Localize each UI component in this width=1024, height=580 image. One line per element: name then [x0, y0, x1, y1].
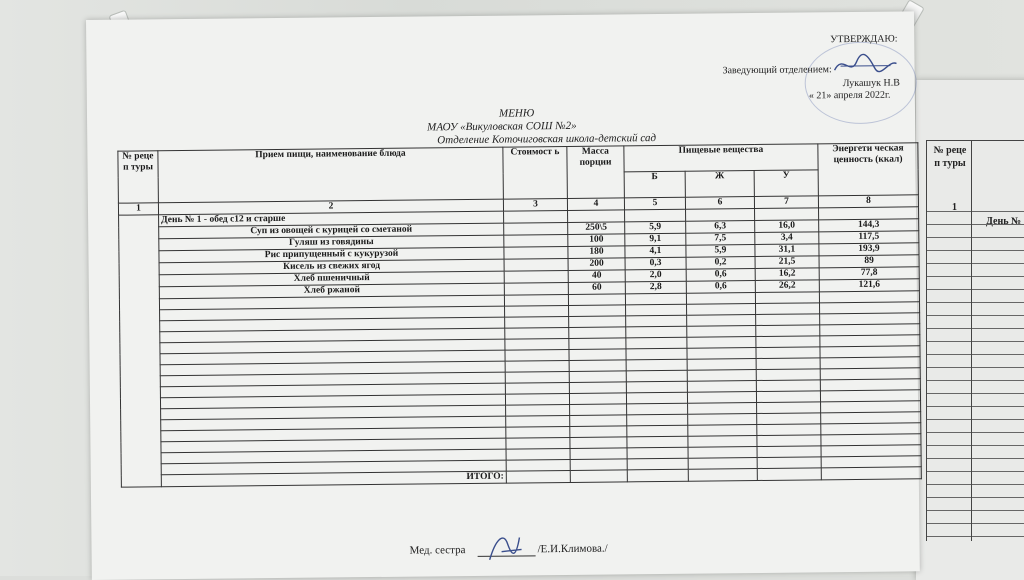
right-grid-line — [927, 419, 1024, 420]
right-grid-line — [927, 354, 1024, 355]
right-grid-line — [927, 536, 1024, 537]
approve-label: УТВЕРЖДАЮ: — [830, 33, 898, 46]
right-grid-line — [927, 445, 1024, 446]
school-name: МАОУ «Викуловская СОШ №2» — [427, 119, 577, 134]
header-b: Б — [624, 171, 685, 198]
right-grid-line — [927, 224, 1024, 225]
dish-name: Гуляш из говядины — [159, 235, 504, 251]
col-number: 6 — [685, 197, 754, 210]
header-recipe: № реце п туры — [118, 151, 159, 203]
right-grid-divider — [971, 141, 972, 541]
right-grid-line — [927, 341, 1024, 342]
dish-name: Хлеб ржаной — [159, 283, 504, 299]
dish-kcal: 144,3 — [819, 219, 919, 232]
dish-zh: 5,9 — [686, 245, 755, 258]
col-number: 7 — [754, 196, 818, 209]
day-label: День № 1 - обед с12 и старше — [159, 211, 504, 227]
right-partial-sheet — [916, 80, 1024, 580]
head-label: Заведующий отделением: — [722, 64, 832, 77]
right-grid-line — [927, 276, 1024, 277]
approve-date: « 21» апреля 2022г. — [808, 89, 891, 102]
dish-kcal: 117,5 — [819, 231, 919, 244]
right-grid-line — [927, 380, 1024, 381]
dish-b: 4,1 — [625, 245, 686, 258]
nurse-name: /Е.И.Климова./ — [537, 542, 608, 556]
right-day-label: День № — [986, 216, 1022, 227]
right-grid-line — [927, 289, 1024, 290]
dish-kcal: 89 — [819, 255, 919, 268]
dish-zh: 0,6 — [686, 269, 755, 282]
dish-mass: 100 — [568, 234, 625, 247]
head-name: Лукашук Н.В — [842, 77, 900, 90]
right-grid-line — [927, 484, 1024, 485]
nurse-signature — [481, 529, 531, 564]
dish-u: 31,1 — [755, 244, 819, 257]
dish-kcal: 77,8 — [819, 267, 919, 280]
right-recipe-header: № реце п туры — [933, 145, 967, 169]
right-table-grid — [926, 140, 1024, 541]
dish-mass: 40 — [568, 270, 625, 283]
right-grid-line — [927, 237, 1024, 238]
dish-b: 5,9 — [625, 221, 686, 234]
head-signature — [830, 49, 900, 78]
right-grid-line — [927, 211, 1024, 212]
menu-table — [117, 142, 922, 487]
header-nutrients: Пищевые вещества — [624, 144, 818, 172]
dish-mass: 180 — [568, 246, 625, 259]
branch-name: Отделение Коточиговская школа-детский сад — [437, 132, 657, 147]
dish-zh: 0,2 — [686, 257, 755, 270]
col-number: 1 — [118, 203, 158, 215]
col-number: 3 — [503, 198, 567, 211]
right-grid-line — [927, 328, 1024, 329]
header-energy: Энергети ческая ценность (ккал) — [818, 143, 919, 196]
right-col-number: 1 — [952, 202, 957, 213]
right-grid-line — [927, 367, 1024, 368]
header-cost: Стоимост ь — [503, 146, 568, 199]
right-grid-line — [927, 393, 1024, 394]
dish-u: 21,5 — [755, 256, 819, 269]
nurse-label: Мед. сестра — [409, 544, 466, 557]
header-zh: Ж — [685, 171, 754, 198]
right-grid-line — [927, 302, 1024, 303]
dish-b: 2,0 — [625, 269, 686, 282]
right-grid-line — [927, 406, 1024, 407]
dish-mass: 60 — [568, 282, 625, 295]
menu-sheet — [86, 11, 920, 580]
dish-mass: 250\5 — [568, 222, 625, 235]
menu-title: МЕНЮ — [498, 107, 535, 120]
col-number: 4 — [567, 198, 624, 211]
right-grid-line — [927, 458, 1024, 459]
right-grid-line — [927, 250, 1024, 251]
dish-kcal: 193,9 — [819, 243, 919, 256]
right-grid-line — [927, 510, 1024, 511]
dish-name: Кисель из свежих ягод — [159, 259, 504, 275]
recipe-column — [119, 215, 162, 487]
right-grid-line — [927, 315, 1024, 316]
header-meal: Прием пищи, наименование блюда — [158, 147, 504, 203]
dish-zh: 7,5 — [686, 233, 755, 246]
dish-u: 16,2 — [755, 268, 819, 281]
dish-u: 3,4 — [755, 232, 819, 245]
dish-b: 0,3 — [625, 257, 686, 270]
dish-zh: 6,3 — [686, 221, 755, 234]
right-grid-line — [927, 432, 1024, 433]
col-number: 8 — [818, 195, 918, 208]
header-u: У — [754, 170, 818, 197]
col-number: 5 — [624, 197, 685, 210]
right-grid-line — [927, 471, 1024, 472]
dish-name: Рис припущенный с кукурузой — [159, 247, 504, 263]
dish-name: Суп из овощей с курицей со сметаной — [159, 223, 504, 239]
dish-b: 9,1 — [625, 233, 686, 246]
dish-kcal: 121,6 — [819, 279, 919, 292]
dish-name: Хлеб пшеничный — [159, 271, 504, 287]
total-label: ИТОГО: — [161, 471, 506, 487]
dish-b: 2,8 — [625, 281, 686, 294]
right-grid-line — [927, 263, 1024, 264]
dish-mass: 200 — [568, 258, 625, 271]
dish-zh: 0,6 — [686, 281, 755, 294]
right-grid-line — [927, 497, 1024, 498]
header-mass: Масса порции — [567, 146, 625, 199]
col-number: 2 — [158, 199, 503, 215]
dish-u: 16,0 — [755, 220, 819, 233]
right-grid-line — [927, 523, 1024, 524]
dish-u: 26,2 — [755, 280, 819, 293]
